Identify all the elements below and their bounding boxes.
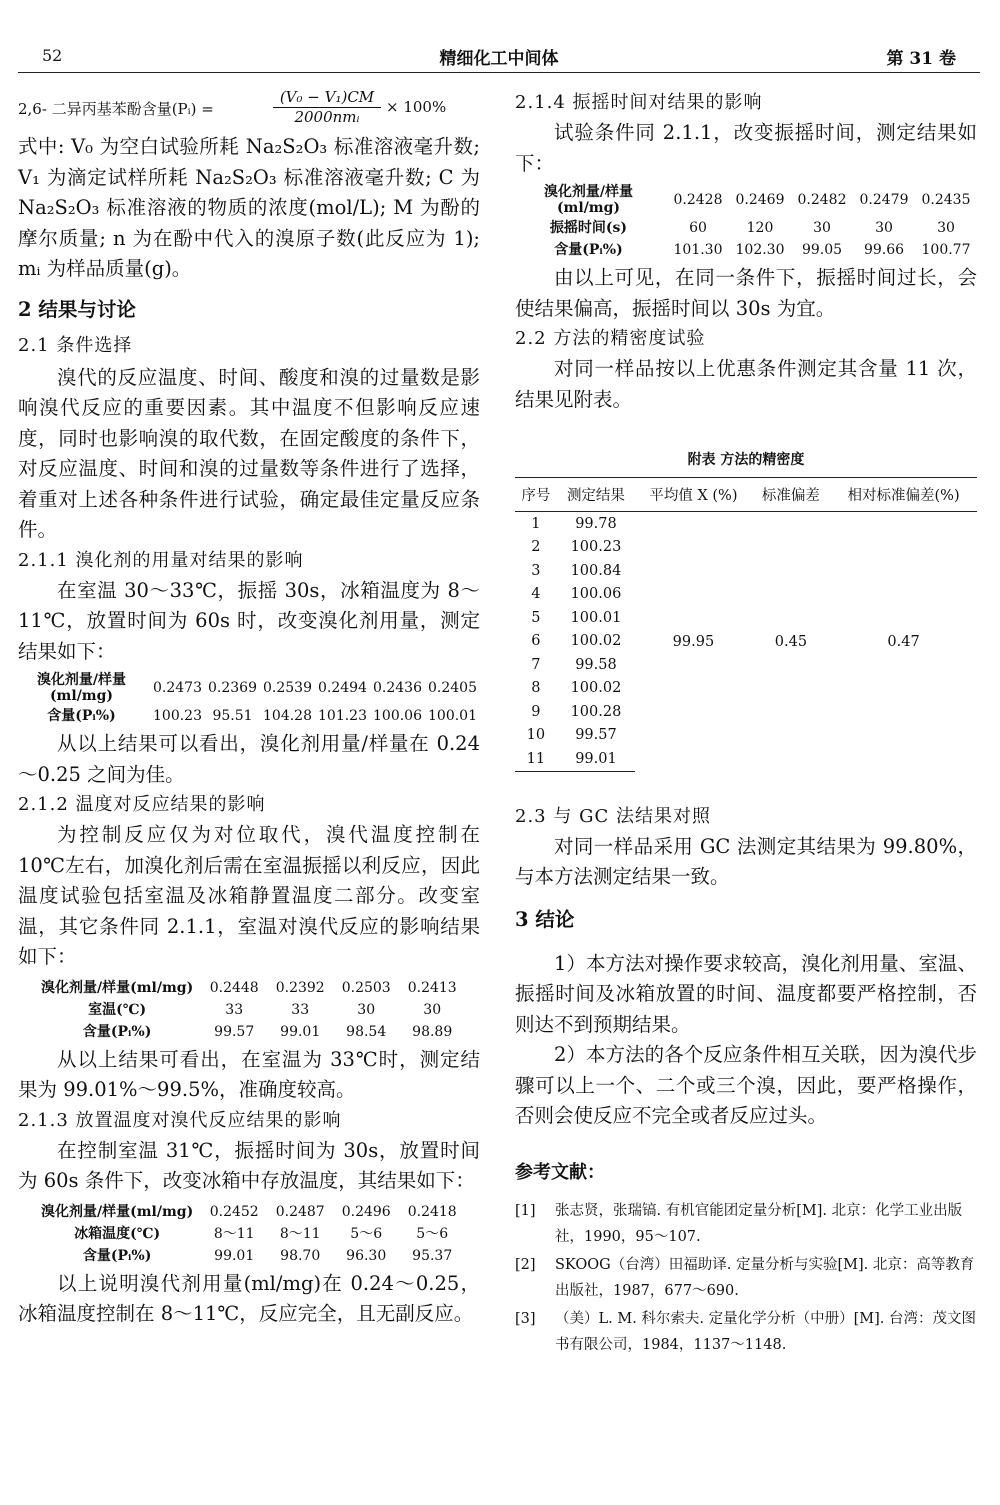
table-shake-time bbox=[515, 183, 977, 261]
table-cell: 8～11 bbox=[279, 1225, 321, 1242]
table-cell: 100.84 bbox=[570, 562, 622, 579]
paragraph-2-1: 溴代的反应温度、时间、酸度和溴的过量数是影响溴代反应的重要因素。其中温度不但影响反应速度，同时也影响溴的取代数，在固定酸度的条件下，对反应温度、时间和溴的过量数等条件进行了选择，着重对上述各种条件进行试验，确定最佳定量反应条件。 bbox=[18, 365, 480, 541]
table-cell: 0.2503 bbox=[341, 979, 391, 996]
reference-text: （美）L. M. 科尔索夫. 定量化学分析（中册）[M]. 台湾：茂文图书有限公司，1984，1137～1148. bbox=[555, 1310, 977, 1353]
table-cell: 100.01 bbox=[428, 708, 477, 724]
table-cell: 101.23 bbox=[318, 708, 367, 724]
table-header-cell: 测定结果 bbox=[557, 478, 635, 512]
table-row-label: 溴化剂量/样量(ml/mg) bbox=[543, 184, 634, 216]
formula-description: 式中: V₀ 为空白试验所耗 Na₂S₂O₃ 标准溶液毫升数; V₁ 为滴定试样所耗 Na₂S₂O₃ 标准溶液毫升数; C 为 Na₂S₂O₃ 标准溶液的物质的浓度(mol/L); M 为酚的摩尔质量; n 为在酚中代入的溴原子数(此反应为 1); mᵢ 为样品质量(g)。 bbox=[18, 135, 480, 280]
reference-item bbox=[515, 1198, 977, 1250]
table-header-cell: 标准偏差 bbox=[752, 478, 830, 512]
table-cell: 100.02 bbox=[570, 633, 622, 650]
running-header bbox=[18, 40, 980, 70]
table-cell: 5～6 bbox=[416, 1225, 449, 1242]
table-row-label: 振摇时间(s) bbox=[549, 220, 628, 236]
table-cell: 0.2418 bbox=[407, 1203, 457, 1220]
table-cell: 0.2494 bbox=[318, 680, 367, 696]
formula-denominator: 2000nmᵢ bbox=[294, 108, 360, 126]
formula-lhs: 2,6- 二异丙基苯酚含量(Pᵢ) = bbox=[18, 100, 214, 118]
table-cell: 0.2487 bbox=[275, 1203, 325, 1220]
table-cell: 99.01 bbox=[214, 1247, 255, 1264]
table-cell: 102.30 bbox=[735, 242, 785, 258]
section-2-1-heading: 2.1 条件选择 bbox=[18, 334, 133, 356]
table-cell: 5～6 bbox=[350, 1225, 383, 1242]
table-cell: 8～11 bbox=[213, 1225, 255, 1242]
table-cell: 99.01 bbox=[280, 1023, 321, 1040]
right-column bbox=[515, 88, 977, 1360]
table-cell: 100.77 bbox=[921, 242, 971, 258]
references-heading: 参考文献： bbox=[515, 1161, 605, 1183]
table-header-cell: 序号 bbox=[515, 478, 557, 512]
table-cell: 95.37 bbox=[412, 1247, 453, 1264]
table-cell: 100.23 bbox=[153, 708, 202, 724]
reference-number: [2] bbox=[515, 1256, 536, 1273]
paragraph-2-1-2: 为控制反应仅为对位取代，溴代温度控制在 10℃左右，加溴化剂后需在室温振摇以利反应，因此温度试验包括室温及冰箱静置温度二部分。改变室温，其它条件同 2.1.1，室温对溴代反应的影响结果如下： bbox=[18, 823, 480, 968]
table-cell: 0.2479 bbox=[859, 192, 909, 208]
page-number: 52 bbox=[42, 46, 63, 65]
table-cell: 101.30 bbox=[673, 242, 723, 258]
table-cell: 120 bbox=[746, 220, 774, 236]
table-row-label: 含量(Pᵢ%) bbox=[47, 708, 116, 724]
table-cell: 99.57 bbox=[214, 1023, 255, 1040]
table-fridge-temperature bbox=[38, 1201, 465, 1267]
table-cell: 11 bbox=[515, 747, 557, 771]
table-cell: 0.2436 bbox=[373, 680, 422, 696]
table-cell: 99.05 bbox=[801, 242, 843, 258]
paragraph-2-1-4: 试验条件同 2.1.1，改变振摇时间，测定结果如下： bbox=[515, 121, 977, 175]
table-cell: 7 bbox=[531, 656, 541, 673]
table-row-label: 溴化剂量/样量(ml/mg) bbox=[36, 672, 127, 704]
table-row-label: 含量(Pᵢ%) bbox=[554, 242, 623, 258]
table-cell: 100.02 bbox=[570, 680, 622, 697]
table-cell: 98.89 bbox=[412, 1023, 453, 1040]
reference-text: 张志贤，张瑞镐. 有机官能团定量分析[M]. 北京：化学工业出版社，1990，95～107. bbox=[555, 1202, 963, 1245]
table-cell: 0.2435 bbox=[921, 192, 971, 208]
table-cell: 33 bbox=[291, 1001, 310, 1018]
table-cell: 0.2428 bbox=[673, 192, 723, 208]
section-2-1-1-heading: 2.1.1 溴化剂的用量对结果的影响 bbox=[18, 549, 304, 571]
table-cell: 98.54 bbox=[346, 1023, 387, 1040]
conclusion-2: 2）本方法的各个反应条件相互关联，因为溴代步骤可以上一个、二个或三个溴，因此，要严格操作，否则会使反应不完全或者反应过头。 bbox=[515, 1043, 977, 1127]
table-cell: 0.2496 bbox=[341, 1203, 391, 1220]
table-cell: 98.70 bbox=[280, 1247, 321, 1264]
table-cell: 100.23 bbox=[570, 539, 622, 556]
table-cell: 2 bbox=[531, 539, 541, 556]
table-cell: 0.2539 bbox=[263, 680, 312, 696]
table-header-cell: 平均值 X (%) bbox=[635, 478, 752, 512]
table-cell: 30 bbox=[937, 220, 955, 236]
section-2-2-heading: 2.2 方法的精密度试验 bbox=[515, 328, 706, 349]
content-formula bbox=[18, 88, 480, 128]
paragraph-after-table-3: 以上说明溴代剂用量(ml/mg)在 0.24～0.25，冰箱温度控制在 8～11℃，反应完全，且无副反应。 bbox=[18, 1271, 480, 1325]
table-cell: 100.28 bbox=[570, 703, 622, 720]
table-cell: 8 bbox=[531, 680, 541, 697]
table-cell: 60 bbox=[689, 220, 707, 236]
table-cell: 0.2405 bbox=[428, 680, 477, 696]
paragraph-after-table-2: 从以上结果可看出，在室温为 33℃时，测定结果为 99.01%～99.5%，准确度较高。 bbox=[18, 1047, 480, 1101]
table-cell: 30 bbox=[813, 220, 831, 236]
table-cell: 6 bbox=[531, 633, 541, 650]
paragraph-2-1-1: 在室温 30～33℃，振摇 30s，冰箱温度为 8～11℃，放置时间为 60s 时，改变溴化剂用量，测定结果如下： bbox=[18, 578, 480, 663]
std-value: 0.45 bbox=[774, 633, 808, 650]
conclusion-1: 1）本方法对操作要求较高，溴化剂用量、室温、振摇时间及冰箱放置的时间、温度都要严格控制，否则达不到预期结果。 bbox=[515, 951, 977, 1036]
reference-text: SKOOG（台湾）田福助译. 定量分析与实验[M]. 北京：高等教育出版社，1987，677～690. bbox=[555, 1256, 975, 1299]
table-row-label: 室温(℃) bbox=[88, 1001, 147, 1018]
formula-numerator: (V₀ − V₁)CM bbox=[273, 88, 381, 108]
section-2-1-2-heading: 2.1.2 温度对反应结果的影响 bbox=[18, 794, 266, 815]
table-cell: 33 bbox=[225, 1001, 244, 1018]
table-row-label: 含量(Pᵢ%) bbox=[82, 1023, 152, 1040]
table-row-label: 溴化剂量/样量(ml/mg) bbox=[41, 979, 194, 996]
table-cell: 100.01 bbox=[570, 609, 622, 626]
table-cell: 9 bbox=[531, 703, 541, 720]
table-cell: 5 bbox=[531, 609, 541, 626]
paragraph-after-table-4: 由以上可见，在同一条件下，振摇时间过长，会使结果偏高，振摇时间以 30s 为宜。 bbox=[515, 266, 977, 320]
table-bromide-amount bbox=[18, 671, 480, 727]
section-2-3-heading: 2.3 与 GC 法结果对照 bbox=[515, 805, 711, 827]
precision-table-title: 附表 方法的精密度 bbox=[687, 452, 805, 468]
table-cell: 95.51 bbox=[212, 708, 253, 724]
table-cell: 30 bbox=[423, 1001, 442, 1018]
table-cell: 3 bbox=[531, 562, 541, 579]
mean-value: 99.95 bbox=[672, 633, 715, 650]
table-cell: 1 bbox=[531, 515, 541, 532]
table-cell: 99.58 bbox=[575, 656, 617, 673]
paragraph-2-2: 对同一样品按以上优惠条件测定其含量 11 次，结果见附表。 bbox=[515, 357, 977, 411]
table-cell: 99.57 bbox=[575, 727, 617, 744]
formula-fraction bbox=[273, 88, 381, 126]
section-2-1-4-heading: 2.1.4 振摇时间对结果的影响 bbox=[515, 92, 763, 113]
table-cell: 0.2482 bbox=[797, 192, 847, 208]
table-cell: 4 bbox=[531, 586, 541, 603]
table-header-cell: 相对标准偏差(%) bbox=[830, 478, 977, 512]
reference-number: [3] bbox=[515, 1310, 536, 1327]
formula-multiplier: × 100% bbox=[386, 98, 447, 116]
table-cell: 100.06 bbox=[570, 586, 622, 603]
table-cell: 30 bbox=[357, 1001, 376, 1018]
section-3-heading: 3 结论 bbox=[515, 907, 575, 931]
table-cell: 0.2448 bbox=[209, 979, 259, 996]
reference-item bbox=[515, 1252, 977, 1304]
table-cell: 0.2392 bbox=[275, 979, 325, 996]
table-cell: 0.2452 bbox=[209, 1203, 259, 1220]
paragraph-after-table-1: 从以上结果可以看出，溴化剂用量/样量在 0.24～0.25 之间为佳。 bbox=[18, 732, 480, 786]
table-row-label: 含量(Pᵢ%) bbox=[82, 1247, 152, 1264]
table-cell: 0.2369 bbox=[208, 680, 257, 696]
reference-number: [1] bbox=[515, 1202, 536, 1219]
volume-label: 第 31 卷 bbox=[886, 49, 956, 69]
table-room-temperature bbox=[38, 977, 465, 1043]
table-row-label: 冰箱温度(℃) bbox=[74, 1225, 161, 1242]
precision-table bbox=[515, 477, 977, 772]
paragraph-2-3: 对同一样品采用 GC 法测定其结果为 99.80%，与本方法测定结果一致。 bbox=[515, 834, 977, 888]
table-cell: 10 bbox=[526, 727, 546, 744]
reference-item bbox=[515, 1306, 977, 1358]
table-cell: 99.66 bbox=[863, 242, 905, 258]
section-2-1-3-heading: 2.1.3 放置温度对溴代反应结果的影响 bbox=[18, 1109, 342, 1131]
table-cell: 30 bbox=[875, 220, 893, 236]
table-row-label: 溴化剂量/样量(ml/mg) bbox=[41, 1203, 194, 1220]
table-cell: 0.2413 bbox=[407, 979, 457, 996]
left-column bbox=[18, 88, 480, 1330]
table-cell: 0.2469 bbox=[735, 192, 785, 208]
header-rule bbox=[18, 72, 980, 73]
table-cell: 96.30 bbox=[346, 1247, 387, 1264]
paragraph-2-1-3: 在控制室温 31℃，振摇时间为 30s，放置时间为 60s 条件下，改变冰箱中存放温度，其结果如下： bbox=[18, 1138, 480, 1192]
rsd-value: 0.47 bbox=[887, 633, 920, 650]
table-cell: 99.01 bbox=[557, 747, 635, 771]
table-cell: 99.78 bbox=[575, 515, 617, 532]
table-cell: 100.06 bbox=[373, 708, 422, 724]
table-cell: 104.28 bbox=[263, 708, 312, 724]
journal-title: 精细化工中间体 bbox=[439, 49, 559, 69]
table-cell: 0.2473 bbox=[153, 680, 202, 696]
section-2-heading: 2 结果与讨论 bbox=[18, 297, 136, 321]
